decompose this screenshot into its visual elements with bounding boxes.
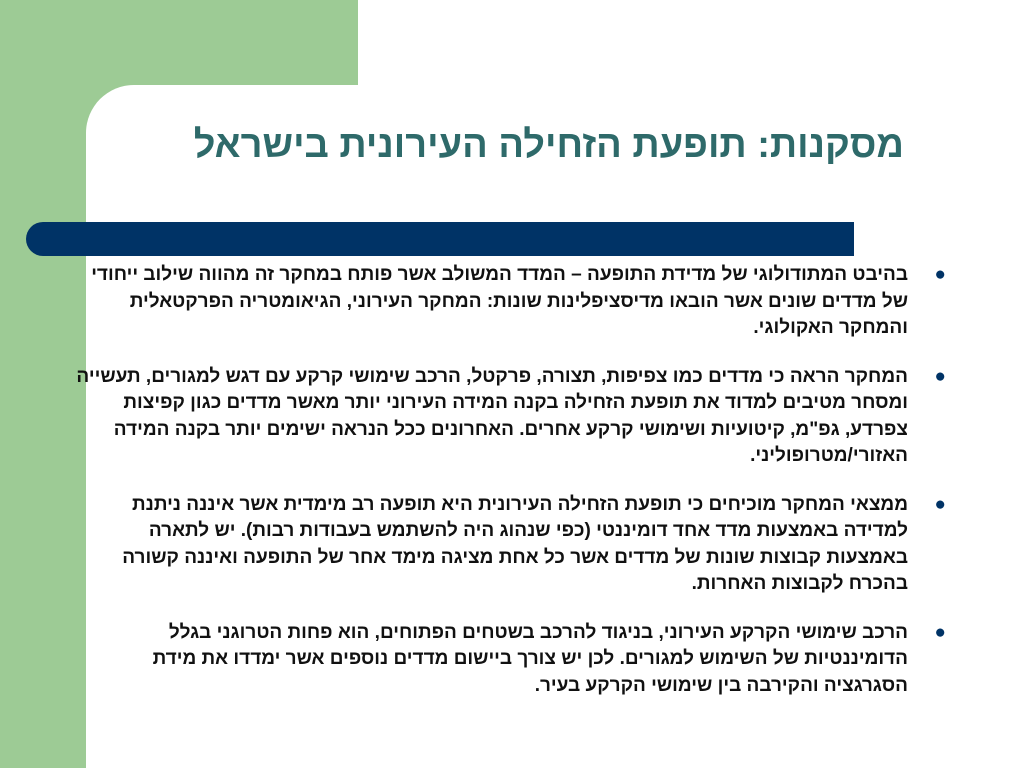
bullet-dot-icon: ● — [934, 621, 946, 643]
bullet-list — [64, 262, 956, 721]
bullet-text: הרכב שימושי הקרקע העירוני, בניגוד להרכב בשטחים הפתוחים, הוא פחות הטרוגני בגלל הדומיננטיות של השימוש למגורים. לכן יש צורך ביישום מדדים נוספים אשר ימדדו את מידת הסגרגציה והקירבה בין שימושי הקרקע בעיר. — [152, 621, 908, 696]
bullet-text: המחקר הראה כי מדדים כמו צפיפות, תצורה, פרקטל, הרכב שימושי קרקע עם דגש למגורים, תעשייה ומסחר מטיבים למדוד את תופעת הזחילה בקנה המידה העירוני יותר מאשר מדדים כגון קפיצות צפרדע, גפ"מ, קיטועיות ושימושי קרקע אחרים. האחרונים ככל הנראה ישימים יותר בקנה המידה האזורי/מטרופוליני. — [76, 365, 908, 466]
bullet-item — [64, 492, 956, 598]
bullet-dot-icon: ● — [934, 264, 946, 285]
bullet-dot-icon: ● — [934, 365, 946, 387]
bullet-dot-icon: ● — [934, 493, 946, 515]
bullet-item — [64, 364, 956, 470]
slide-title: מסקנות: תופעת הזחילה העירונית בישראל — [193, 124, 904, 166]
bullet-item — [64, 262, 956, 342]
bullet-item — [64, 620, 956, 700]
bullet-text: ממצאי המחקר מוכיחים כי תופעת הזחילה העירונית היא תופעה רב מימדית אשר איננה ניתנת למדידה באמצעות מדד אחד דומיננטי (כפי שנהוג היה להשתמש בעבודות רבות). יש לתארה באמצעות קבוצות שונות של מדדים אשר כל אחת מציגה מימד אחר של התופעה ואיננה קשורה בהכרח לקבוצות האחרות. — [122, 493, 908, 594]
bullet-text: בהיבט המתודולוגי של מדידת התופעה – המדד המשולב אשר פותח במחקר זה מהווה שילוב ייחודי של מדדים שונים אשר הובאו מדיסציפלינות שונות: המחקר העירוני, הגיאומטריה הפרקטאלית והמחקר האקולוגי. — [91, 264, 908, 338]
title-divider-bar — [26, 222, 854, 256]
